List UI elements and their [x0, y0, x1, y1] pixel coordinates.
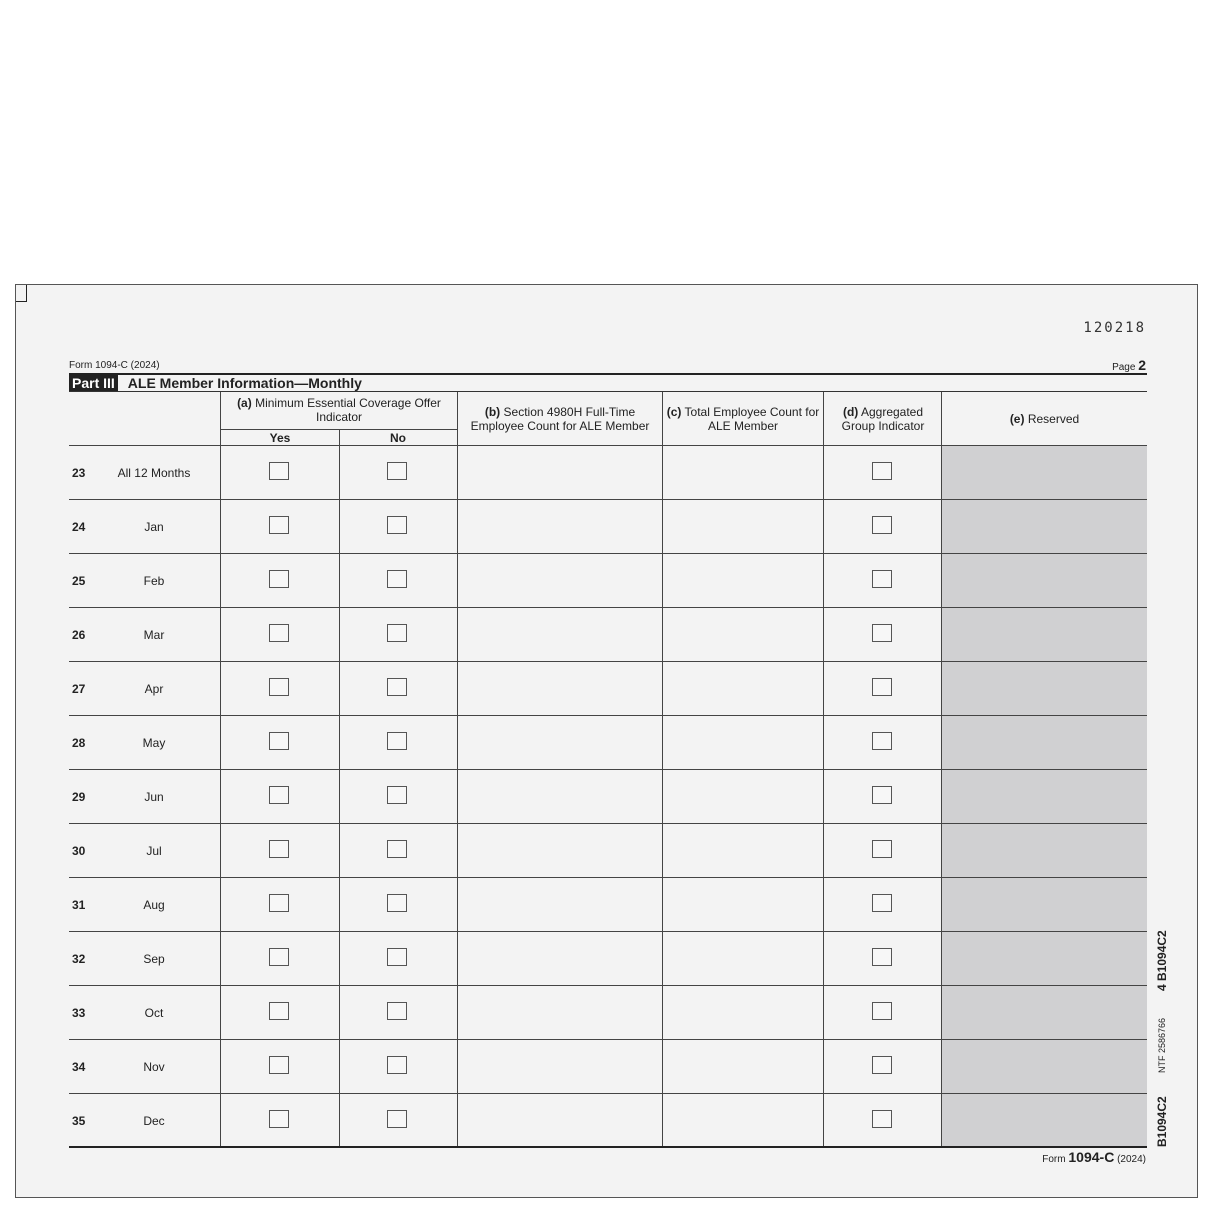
fulltime-count-field[interactable] — [458, 716, 662, 769]
col-a-header: (a) Minimum Essential Coverage Offer Indicator — [237, 396, 441, 424]
no-checkbox[interactable] — [387, 1110, 407, 1128]
aggregated-group-checkbox[interactable] — [872, 678, 892, 696]
row-number: 35 — [72, 1114, 86, 1128]
table-row — [69, 716, 1147, 770]
col-d-header: (d) Aggregated Group Indicator — [841, 405, 925, 433]
no-checkbox[interactable] — [387, 570, 407, 588]
fulltime-count-field[interactable] — [458, 1094, 662, 1147]
col-c-header: (c) Total Employee Count for ALE Member — [666, 405, 820, 433]
col-a-no-header: No — [390, 430, 406, 445]
no-checkbox[interactable] — [387, 786, 407, 804]
fulltime-count-field[interactable] — [458, 824, 662, 877]
yes-checkbox[interactable] — [269, 462, 289, 480]
total-count-field[interactable] — [663, 1094, 823, 1147]
aggregated-group-checkbox[interactable] — [872, 840, 892, 858]
yes-checkbox[interactable] — [269, 948, 289, 966]
row-month: Jul — [146, 844, 162, 858]
form-sheet — [15, 284, 1198, 1198]
row-month: Dec — [143, 1114, 165, 1128]
yes-checkbox[interactable] — [269, 732, 289, 750]
fulltime-count-field[interactable] — [458, 986, 662, 1039]
yes-checkbox[interactable] — [269, 1056, 289, 1074]
row-month: May — [142, 736, 166, 750]
row-number: 26 — [72, 628, 86, 642]
row-number: 31 — [72, 898, 86, 912]
table-row — [69, 554, 1147, 608]
col-a-yes-header: Yes — [269, 430, 291, 445]
aggregated-group-checkbox[interactable] — [872, 732, 892, 750]
row-month: Mar — [143, 628, 165, 642]
row-month: Jun — [144, 790, 164, 804]
aggregated-group-checkbox[interactable] — [872, 1002, 892, 1020]
registration-mark — [16, 285, 27, 302]
yes-checkbox[interactable] — [269, 840, 289, 858]
yes-checkbox[interactable] — [269, 678, 289, 696]
table-row — [69, 608, 1147, 662]
no-checkbox[interactable] — [387, 894, 407, 912]
no-checkbox[interactable] — [387, 840, 407, 858]
total-count-field[interactable] — [663, 608, 823, 661]
form-code: 120218 — [1083, 320, 1146, 336]
no-checkbox[interactable] — [387, 678, 407, 696]
no-checkbox[interactable] — [387, 462, 407, 480]
total-count-field[interactable] — [663, 446, 823, 499]
row-month: Apr — [144, 682, 164, 696]
form-label: Form 1094-C (2024) — [69, 360, 160, 371]
yes-checkbox[interactable] — [269, 570, 289, 588]
no-checkbox[interactable] — [387, 1002, 407, 1020]
row-number: 29 — [72, 790, 86, 804]
total-count-field[interactable] — [663, 878, 823, 931]
row-number: 34 — [72, 1060, 86, 1074]
form-footer: Form 1094-C (2024) — [1042, 1149, 1146, 1165]
row-month: Aug — [143, 898, 165, 912]
aggregated-group-checkbox[interactable] — [872, 1056, 892, 1074]
page-number: 2 — [1138, 357, 1146, 373]
row-number: 33 — [72, 1006, 86, 1020]
part-badge: Part III — [69, 375, 118, 391]
total-count-field[interactable] — [663, 662, 823, 715]
page-prefix: Page — [1112, 362, 1136, 373]
table-row — [69, 1040, 1147, 1094]
row-number: 30 — [72, 844, 86, 858]
fulltime-count-field[interactable] — [458, 878, 662, 931]
yes-checkbox[interactable] — [269, 624, 289, 642]
row-month: All 12 Months — [117, 466, 191, 480]
table-row — [69, 500, 1147, 554]
aggregated-group-checkbox[interactable] — [872, 462, 892, 480]
aggregated-group-checkbox[interactable] — [872, 948, 892, 966]
row-month: Oct — [144, 1006, 164, 1020]
fulltime-count-field[interactable] — [458, 932, 662, 985]
table-row — [69, 446, 1147, 500]
aggregated-group-checkbox[interactable] — [872, 624, 892, 642]
col-b-header: (b) Section 4980H Full-Time Employee Count for ALE Member — [470, 405, 650, 433]
footer-rule — [69, 1146, 1147, 1148]
row-month: Feb — [143, 574, 165, 588]
page-indicator — [1046, 357, 1146, 373]
col-e-header: (e) Reserved — [1009, 412, 1080, 426]
no-checkbox[interactable] — [387, 732, 407, 750]
aggregated-group-checkbox[interactable] — [872, 570, 892, 588]
total-count-field[interactable] — [663, 554, 823, 607]
table-row — [69, 770, 1147, 824]
row-month: Nov — [143, 1060, 165, 1074]
table-row — [69, 932, 1147, 986]
side-ntf: NTF 2586766 — [1157, 1017, 1167, 1073]
yes-checkbox[interactable] — [269, 894, 289, 912]
no-checkbox[interactable] — [387, 948, 407, 966]
table-row — [69, 824, 1147, 878]
no-checkbox[interactable] — [387, 1056, 407, 1074]
aggregated-group-checkbox[interactable] — [872, 786, 892, 804]
total-count-field[interactable] — [663, 986, 823, 1039]
table-row — [69, 986, 1147, 1040]
side-code-bottom: B1094C2 — [1155, 1096, 1169, 1147]
total-count-field[interactable] — [663, 500, 823, 553]
row-number: 27 — [72, 682, 86, 696]
part-title: ALE Member Information—Monthly — [127, 375, 362, 391]
fulltime-count-field[interactable] — [458, 446, 662, 499]
part-heading — [69, 375, 362, 391]
row-month: Jan — [144, 520, 164, 534]
table-row — [69, 1094, 1147, 1148]
fulltime-count-field[interactable] — [458, 770, 662, 823]
total-count-field[interactable] — [663, 824, 823, 877]
yes-checkbox[interactable] — [269, 516, 289, 534]
fulltime-count-field[interactable] — [458, 500, 662, 553]
fulltime-count-field[interactable] — [458, 1040, 662, 1093]
total-count-field[interactable] — [663, 1040, 823, 1093]
row-number: 25 — [72, 574, 86, 588]
aggregated-group-checkbox[interactable] — [872, 894, 892, 912]
fulltime-count-field[interactable] — [458, 608, 662, 661]
yes-checkbox[interactable] — [269, 1002, 289, 1020]
fulltime-count-field[interactable] — [458, 554, 662, 607]
aggregated-group-checkbox[interactable] — [872, 516, 892, 534]
total-count-field[interactable] — [663, 716, 823, 769]
no-checkbox[interactable] — [387, 516, 407, 534]
row-month: Sep — [143, 952, 165, 966]
yes-checkbox[interactable] — [269, 786, 289, 804]
total-count-field[interactable] — [663, 770, 823, 823]
no-checkbox[interactable] — [387, 624, 407, 642]
total-count-field[interactable] — [663, 932, 823, 985]
row-number: 23 — [72, 466, 86, 480]
table-row — [69, 878, 1147, 932]
yes-checkbox[interactable] — [269, 1110, 289, 1128]
row-number: 24 — [72, 520, 86, 534]
table-row — [69, 662, 1147, 716]
aggregated-group-checkbox[interactable] — [872, 1110, 892, 1128]
row-number: 28 — [72, 736, 86, 750]
row-number: 32 — [72, 952, 86, 966]
fulltime-count-field[interactable] — [458, 662, 662, 715]
side-code-top: 4 B1094C2 — [1155, 930, 1169, 991]
